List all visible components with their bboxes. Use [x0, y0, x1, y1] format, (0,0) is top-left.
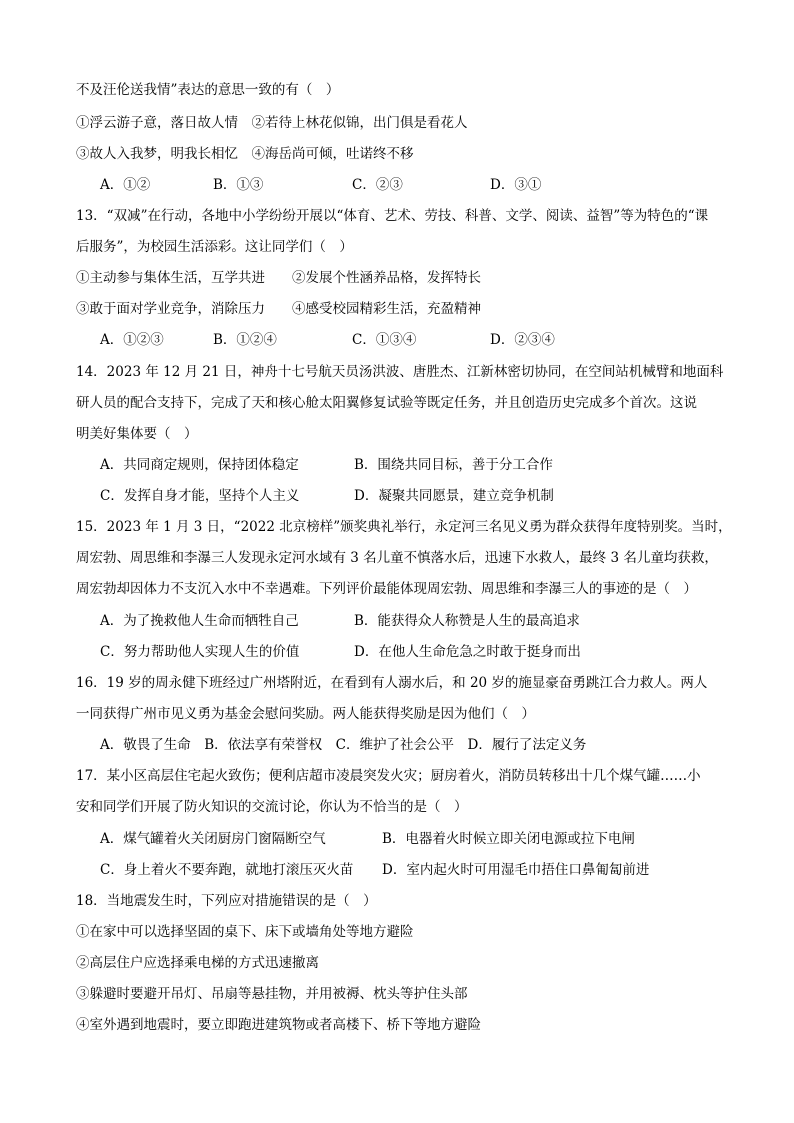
q13-option-b[interactable]: B．①②④ — [213, 332, 277, 348]
q15-option-c[interactable]: C．努力帮助他人实现人生的价值 — [100, 644, 300, 660]
q15-option-a[interactable]: A．为了挽救他人生命而牺牲自己 — [100, 613, 299, 629]
q18-statement-4: ④室外遇到地震时，要立即跑进建筑物或者高楼下、桥下等地方避险 — [76, 1017, 481, 1033]
q17-option-a[interactable]: A．煤气罐着火关闭厨房门窗隔断空气 — [100, 831, 326, 847]
q15-stem-line-1: 15．2023 年 1 月 3 日，“2022 北京榜样”颁奖典礼举行，永定河三名见义勇为群众获得年度特别奖。当时， — [76, 519, 732, 535]
q12-option-c[interactable]: C．②③ — [352, 177, 403, 193]
q16-options[interactable]: A．敬畏了生命 B．依法享有荣誉权 C．维护了社会公平 D．履行了法定义务 — [100, 737, 587, 753]
q13-option-c[interactable]: C．①③④ — [352, 332, 417, 348]
q13-option-d[interactable]: D．②③④ — [490, 332, 555, 348]
q12-statements-2: ③故人入我梦，明我长相忆 ④海岳尚可倾，吐诺终不移 — [76, 146, 414, 162]
q13-statements-2: ③敢于面对学业竞争，消除压力 ④感受校园精彩生活，充盈精神 — [76, 301, 481, 317]
q17-stem-line-1: 17．某小区高层住宅起火致伤；便利店超市凌晨突发火灾；厨房着火，消防员转移出十几个煤气罐……小 — [76, 768, 701, 784]
q14-stem-line-3: 明美好集体要（ ） — [76, 426, 198, 442]
q12-stem-continuation: 不及汪伦送我情”表达的意思一致的有（ ） — [76, 82, 340, 98]
q13-stem-line-1: 13．“双减”在行动，各地中小学纷纷开展以“体育、艺术、劳技、科普、文学、阅读、益智”等为特色的“课 — [76, 208, 709, 224]
q16-stem-line-1: 16．19 岁的周永健下班经过广州塔附近，在看到有人溺水后，和 20 岁的施显豪奋勇跳江合力救人。两人 — [76, 675, 708, 691]
q18-statement-2: ②高层住户应选择乘电梯的方式迅速撤离 — [76, 955, 319, 971]
q14-option-d[interactable]: D．凝聚共同愿景，建立竞争机制 — [354, 488, 554, 504]
q14-stem-line-2: 研人员的配合支持下，完成了天和核心舱太阳翼修复试验等既定任务，并且创造历史完成多个首次。这说 — [76, 395, 697, 411]
q12-option-a[interactable]: A．①② — [100, 177, 151, 193]
q15-option-d[interactable]: D．在他人生命危急之时敢于挺身而出 — [354, 644, 581, 660]
q17-option-c[interactable]: C．身上着火不要奔跑，就地打滚压灭火苗 — [100, 862, 354, 878]
q14-option-b[interactable]: B．围绕共同目标，善于分工合作 — [354, 457, 553, 473]
q13-stem-line-2: 后服务”，为校园生活添彩。这让同学们（ ） — [76, 239, 353, 255]
q12-option-d[interactable]: D．③① — [490, 177, 542, 193]
q18-statement-3: ③躲避时要避开吊灯、吊扇等悬挂物，并用被褥、枕头等护住头部 — [76, 986, 468, 1002]
q14-option-c[interactable]: C．发挥自身才能，坚持个人主义 — [100, 488, 300, 504]
q15-stem-line-2: 周宏勃、周思维和李瀑三人发现永定河水域有 3 名儿童不慎落水后，迅速下水救人，最终 3 名儿童均获救， — [76, 550, 718, 566]
q17-option-b[interactable]: B．电器着火时候立即关闭电源或拉下电闸 — [382, 831, 635, 847]
q13-option-a[interactable]: A．①②③ — [100, 332, 164, 348]
q15-stem-line-3: 周宏勃却因体力不支沉入水中不幸遇难。下列评价最能体现周宏勃、周思维和李瀑三人的事迹的是（ ） — [76, 581, 697, 597]
q12-statements-1: ①浮云游子意，落日故人情 ②若待上林花似锦，出门俱是看花人 — [76, 115, 468, 131]
q17-option-d[interactable]: D．室内起火时可用湿毛巾捂住口鼻匍匐前进 — [382, 862, 650, 878]
q17-stem-line-2: 安和同学们开展了防火知识的交流讨论，你认为不恰当的是（ ） — [76, 799, 468, 815]
q14-option-a[interactable]: A．共同商定规则，保持团体稳定 — [100, 457, 299, 473]
q12-option-b[interactable]: B．①③ — [213, 177, 264, 193]
q16-stem-line-2: 一同获得广州市见义勇为基金会慰问奖励。两人能获得奖励是因为他们（ ） — [76, 706, 535, 722]
q14-stem-line-1: 14．2023 年 12 月 21 日，神舟十七号航天员汤洪波、唐胜杰、江新林密切协同，在空间站机械臂和地面科 — [76, 364, 724, 380]
q13-statements-1: ①主动参与集体生活，互学共进 ②发展个性涵养品格，发挥特长 — [76, 270, 481, 286]
q18-stem: 18．当地震发生时，下列应对措施错误的是（ ） — [76, 893, 377, 909]
q15-option-b[interactable]: B．能获得众人称赞是人生的最高追求 — [354, 613, 580, 629]
q18-statement-1: ①在家中可以选择坚固的桌下、床下或墙角处等地方避险 — [76, 924, 414, 940]
